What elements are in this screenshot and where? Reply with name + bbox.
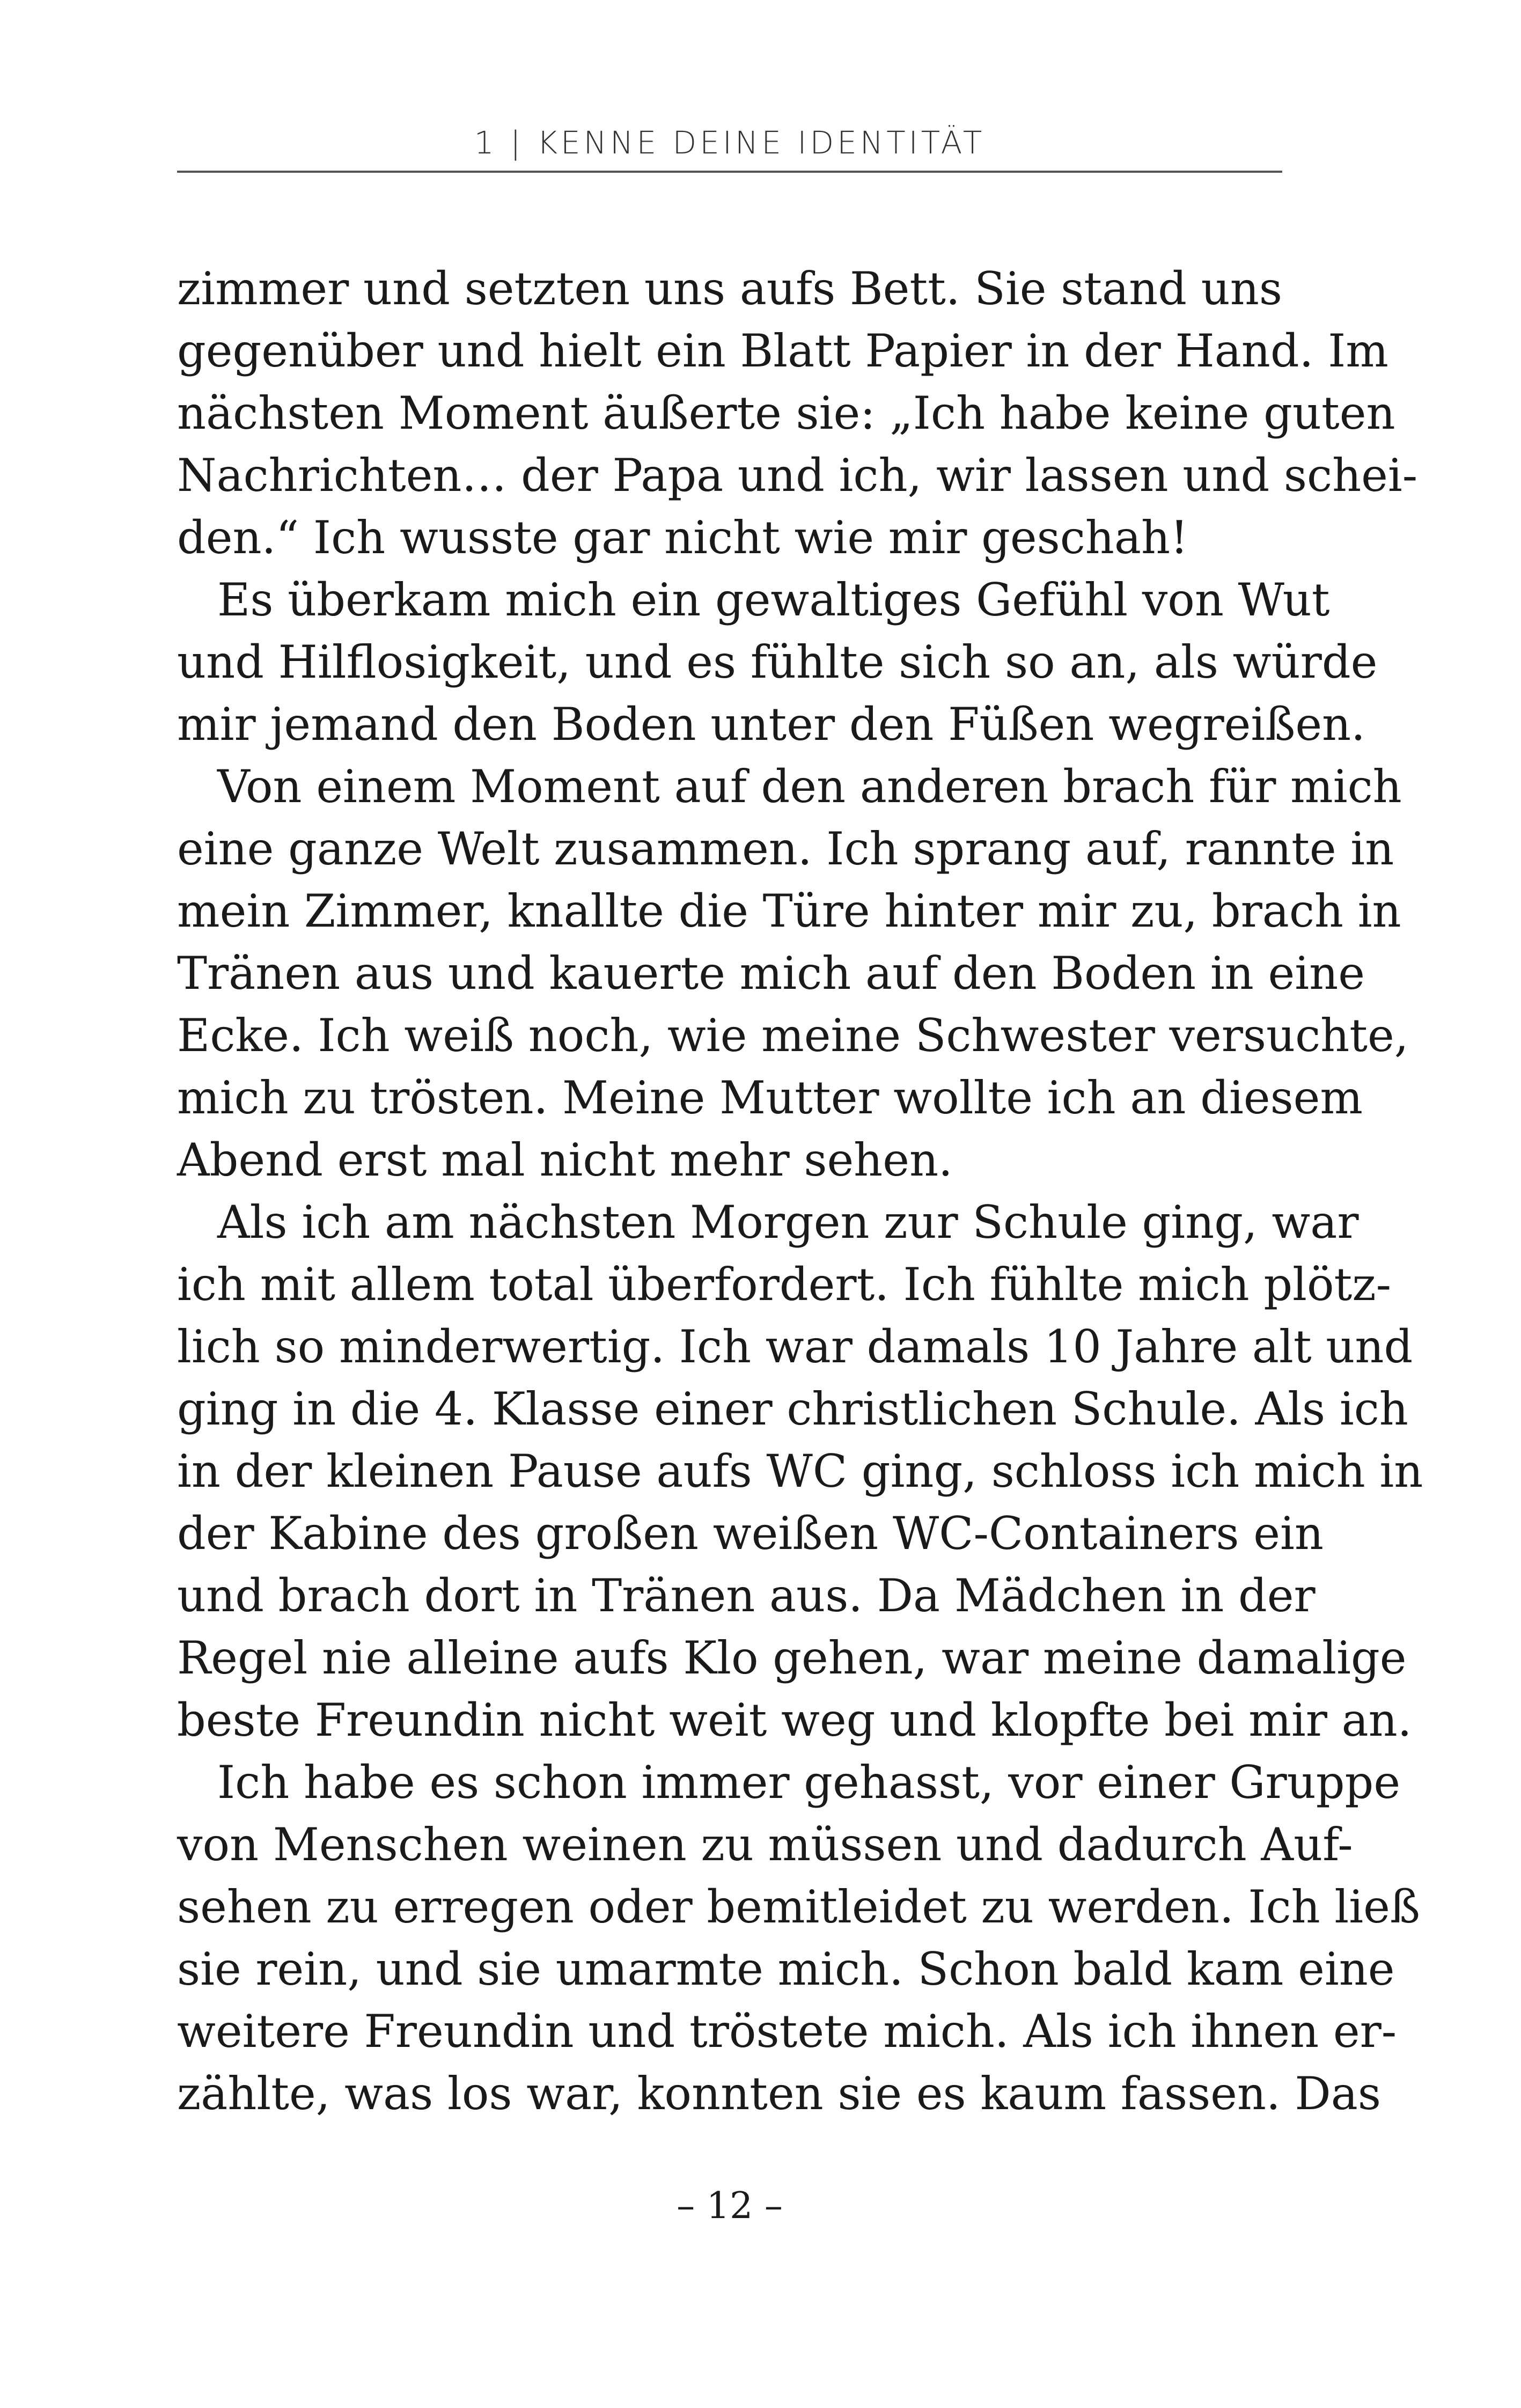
text-line: mein Zimmer, knallte die Türe hinter mir zu, brach in [177,885,1401,937]
text-line: und brach dort in Tränen aus. Da Mädchen in der [177,1569,1316,1622]
text-line: ging in die 4. Klasse einer christlichen Schule. Als ich [177,1383,1408,1435]
text-line: mir jemand den Boden unter den Füßen wegreißen. [177,698,1365,751]
text-line: mich zu trösten. Meine Mutter wollte ich an diesem [177,1071,1363,1124]
text-line: Nachrichten… der Papa und ich, wir lassen und schei- [177,449,1418,502]
text-line: Regel nie alleine aufs Klo gehen, war meine damalige [177,1632,1407,1684]
paragraph [177,755,1409,1191]
header-divider [177,171,1282,173]
text-line: nächsten Moment äußerte sie: „Ich habe keine guten [177,387,1395,439]
text-line: und Hilflosigkeit, und es fühlte sich so an, als würde [177,636,1378,688]
text-line: Es überkam mich ein gewaltiges Gefühl von Wut [217,574,1330,626]
text-line: weitere Freundin und tröstete mich. Als ich ihnen er- [177,2005,1397,2058]
text-line: von Menschen weinen zu müssen und dadurch Auf- [177,1818,1353,1871]
text-line: gegenüber und hielt ein Blatt Papier in der Hand. Im [177,325,1388,377]
text-line: Als ich am nächsten Morgen zur Schule ging, war [217,1196,1359,1249]
text-line: in der kleinen Pause aufs WC ging, schloss ich mich in [177,1445,1423,1497]
paragraph [177,258,1418,569]
text-line: Von einem Moment auf den anderen brach für mich [217,760,1402,813]
paragraph [177,569,1378,755]
text-line: Tränen aus und kauerte mich auf den Boden in eine [177,947,1365,1000]
text-line: lich so minderwertig. Ich war damals 10 Jahre alt und [177,1320,1413,1373]
text-line: Abend erst mal nicht mehr sehen. [177,1134,953,1186]
text-line: sehen zu erregen oder bemitleidet zu werden. Ich ließ [177,1881,1420,1933]
text-line: Ich habe es schon immer gehasst, vor einer Gruppe [217,1756,1401,1809]
text-line: Ecke. Ich weiß noch, wie meine Schwester versuchte, [177,1009,1409,1062]
text-line: ich mit allem total überfordert. Ich fühlte mich plötz- [177,1258,1391,1311]
text-line: der Kabine des großen weißen WC-Containers ein [177,1507,1324,1560]
text-line: beste Freundin nicht weit weg und klopfte bei mir an. [177,1694,1412,1746]
text-line: sie rein, und sie umarmte mich. Schon bald kam eine [177,1943,1395,1995]
paragraph [177,1191,1423,1751]
body-text [177,258,1423,2125]
running-header-title: 1 | KENNE DEINE IDENTITÄT [474,124,986,161]
text-line: den.“ Ich wusste gar nicht wie mir geschah! [177,511,1188,564]
text-line: zimmer und setzten uns aufs Bett. Sie stand uns [177,262,1282,315]
paragraph [177,1751,1420,2125]
page-number: – 12 – [677,2185,783,2227]
text-line: eine ganze Welt zusammen. Ich sprang auf, rannte in [177,823,1394,875]
text-line: zählte, was los war, konnten sie es kaum fassen. Das [177,2067,1381,2120]
